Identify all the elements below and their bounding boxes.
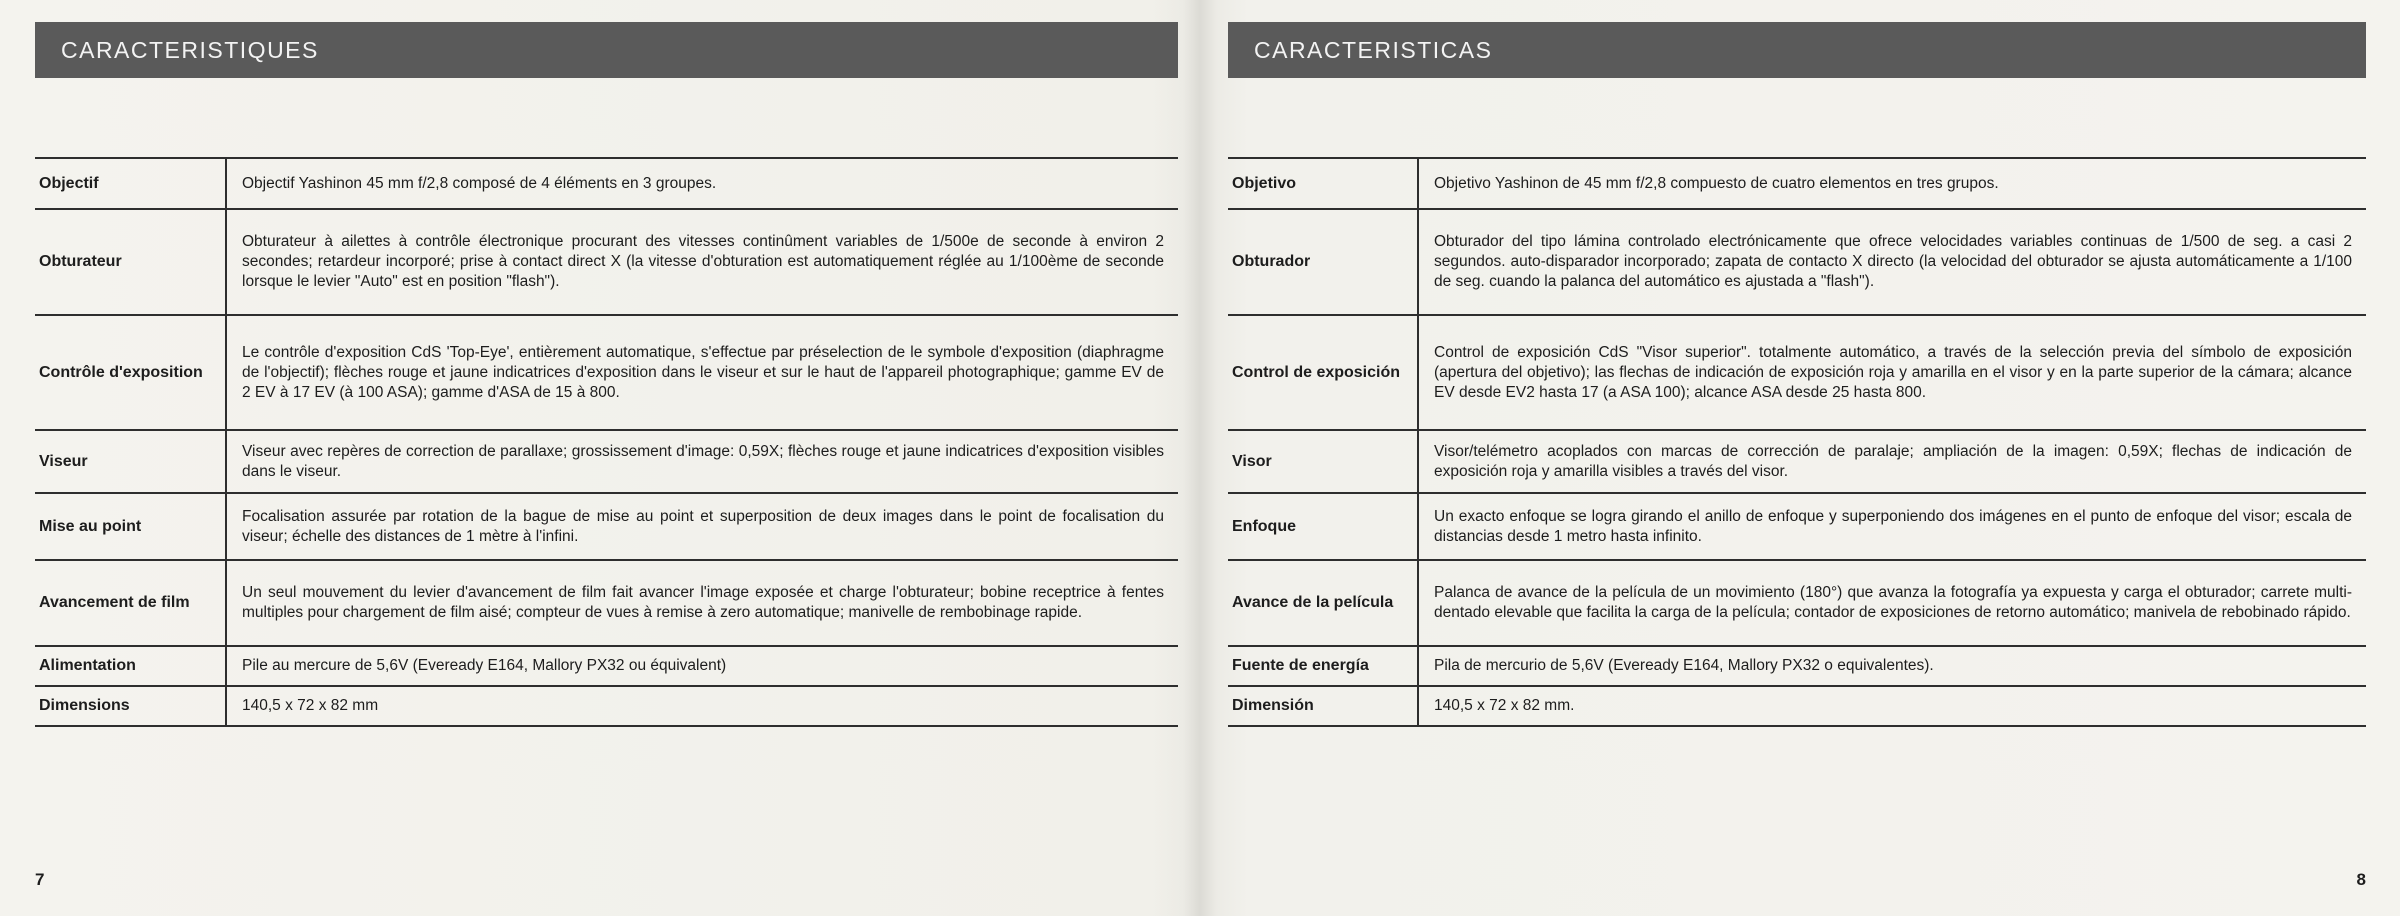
- row-value: Palanca de avance de la película de un movimiento (180°) que avanza la fotografía ya expuesta y carga el obturador; carrete multi-dentado elevable que facilita la carga de la película; contador de exposiciones de retorno automático; manivela de rebobinado rápido.: [1434, 584, 2352, 621]
- right-page-title: CARACTERISTICAS: [1228, 22, 2366, 78]
- row-value: Un seul mouvement du levier d'avancement de film fait avancer l'image exposée et charge l'obturateur; bobine receptrice à fentes multiples pour chargement de film aisé; compteur de vues à remise à zero automatique; manivelle de rembobinage rapide.: [242, 584, 1164, 621]
- table-row: [35, 493, 1178, 560]
- table-row: [1228, 430, 2366, 493]
- row-value: Un exacto enfoque se logra girando el anillo de enfoque y superponiendo dos imágenes en el punto de enfoque del visor; escala de distancias desde 1 metro hasta infinito.: [1434, 507, 2352, 545]
- row-label: Objectif: [35, 158, 226, 209]
- table-row: [1228, 158, 2366, 209]
- row-value: Obturateur à ailettes à contrôle électronique procurant des vitesses continûment variables de 1/500e de seconde à environ 2 secondes; retardeur incorporé; prise à contact direct X (la vitesse d'obturation est automatiquement réglée au 1/100ème de seconde lorsque le levier "Auto" est en position "flash").: [242, 233, 1164, 290]
- row-value: Objectif Yashinon 45 mm f/2,8 composé de 4 éléments en 3 groupes.: [242, 174, 717, 192]
- row-value: Pile au mercure de 5,6V (Eveready E164, Mallory PX32 ou équivalent): [242, 657, 727, 674]
- row-label: Avance de la película: [1228, 560, 1418, 646]
- row-label: Visor: [1228, 430, 1418, 493]
- row-label: Dimensions: [35, 686, 226, 726]
- row-label: Objetivo: [1228, 158, 1418, 209]
- right-page: [1200, 0, 2400, 916]
- table-row: [35, 430, 1178, 493]
- left-page-title: CARACTERISTIQUES: [35, 22, 1178, 78]
- row-value: 140,5 x 72 x 82 mm: [242, 697, 379, 714]
- table-row: [35, 560, 1178, 646]
- row-value: Visor/telémetro acoplados con marcas de corrección de paralaje; ampliación de la imagen: 0,59X; flechas de indicación de exposición roja y amarilla visibles a través del visor.: [1434, 442, 2352, 480]
- row-value: Control de exposición CdS "Visor superior". totalmente automático, a través de la selección previa del símbolo de exposición (apertura del objetivo); las flechas de indicación de exposición roja y amarilla en el visor y en la parte superior de la cámara; alcance EV desde EV2 hasta 17 (a ASA 100); alcance ASA desde 25 hasta 800.: [1434, 343, 2352, 401]
- right-spec-table: [1228, 157, 2366, 727]
- table-row: [35, 209, 1178, 315]
- table-row: [1228, 686, 2366, 726]
- row-label: Avancement de film: [35, 560, 226, 646]
- row-value: Pila de mercurio de 5,6V (Eveready E164, Mallory PX32 o equivalentes).: [1434, 657, 1934, 674]
- table-row: [1228, 209, 2366, 315]
- row-value: Focalisation assurée par rotation de la bague de mise au point et superposition de deux images dans le point de focalisation du viseur; échelle des distances de 1 mètre à l'infini.: [242, 507, 1164, 545]
- table-row: [35, 646, 1178, 686]
- page-number: 7: [35, 870, 45, 889]
- row-label: Contrôle d'exposition: [35, 315, 226, 430]
- row-label: Control de exposición: [1228, 315, 1418, 430]
- row-label: Enfoque: [1228, 493, 1418, 560]
- row-value: 140,5 x 72 x 82 mm.: [1434, 697, 1575, 714]
- table-row: [1228, 646, 2366, 686]
- left-spec-table: [35, 157, 1178, 727]
- table-row: [1228, 560, 2366, 646]
- row-label: Obturador: [1228, 209, 1418, 315]
- row-label: Mise au point: [35, 493, 226, 560]
- row-value: Objetivo Yashinon de 45 mm f/2,8 compuesto de cuatro elementos en tres grupos.: [1434, 174, 1999, 192]
- row-label: Alimentation: [35, 646, 226, 686]
- row-label: Fuente de energía: [1228, 646, 1418, 686]
- row-label: Dimensión: [1228, 686, 1418, 726]
- table-row: [1228, 493, 2366, 560]
- row-value: Le contrôle d'exposition CdS 'Top-Eye', entièrement automatique, s'effectue par préselection de le symbole d'exposition (diaphragme de l'objectif); flèches rouge et jaune indicatrices d'exposition dans le viseur et sur le haut de l'appareil photographique; gamme EV de 2 EV à 17 EV (à 100 ASA); gamme d'ASA de 15 à 800.: [242, 343, 1164, 401]
- page-number: 8: [2356, 870, 2366, 889]
- table-row: [35, 686, 1178, 726]
- table-row: [35, 158, 1178, 209]
- row-value: Viseur avec repères de correction de parallaxe; grossissement d'image: 0,59X; flèches rouge et jaune indicatrices d'exposition visibles dans le viseur.: [242, 442, 1164, 480]
- table-row: [35, 315, 1178, 430]
- row-value: Obturador del tipo lámina controlado electrónicamente que ofrece velocidades variables continuas de 1/500 de seg. a casi 2 segundos. auto-disparador incorporado; zapata de contacto X directo (la velocidad del obturador se ajusta automáticamente a 1/100 de seg. cuando la palanca del automático es ajustada a "flash").: [1434, 233, 2352, 290]
- row-label: Viseur: [35, 430, 226, 493]
- table-row: [1228, 315, 2366, 430]
- row-label: Obturateur: [35, 209, 226, 315]
